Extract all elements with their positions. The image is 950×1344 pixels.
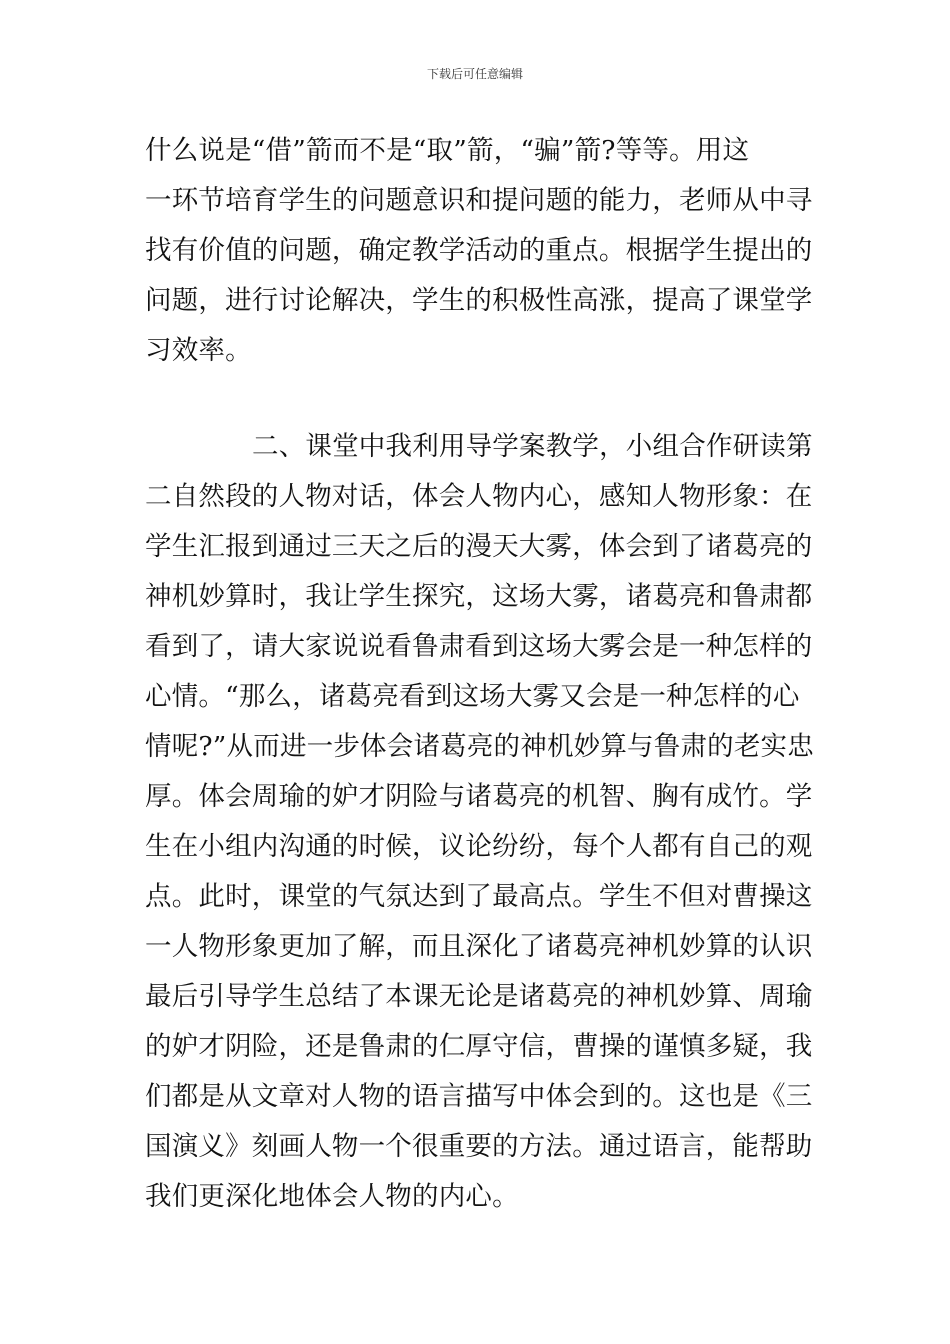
paragraph-1-line-2: 一环节培育学生的问题意识和提问题的能力，老师从中寻 bbox=[145, 185, 813, 216]
paragraph-2-line-11: 一人物形象更加了解，而且深化了诸葛亮神机妙算的认识 bbox=[145, 931, 813, 962]
paragraph-2-line-5: 看到了，请大家说说看鲁肃看到这场大雾会是一种怎样的 bbox=[145, 631, 813, 662]
paragraph-2-line-13: 的妒才阴险，还是鲁肃的仁厚守信，曹操的谨慎多疑，我 bbox=[145, 1031, 813, 1062]
paragraph-2-line-12: 最后引导学生总结了本课无论是诸葛亮的神机妙算、周瑜 bbox=[145, 981, 813, 1012]
paragraph-1-line-4: 问题，进行讨论解决，学生的积极性高涨，提高了课堂学 bbox=[145, 285, 813, 316]
paragraph-2-line-16: 我们更深化地体会人物的内心。 bbox=[145, 1181, 519, 1212]
paragraph-2-line-1: 二、课堂中我利用导学案教学，小组合作研读第 bbox=[252, 431, 813, 462]
paragraph-2-line-6: 心情。“那么，诸葛亮看到这场大雾又会是一种怎样的心 bbox=[145, 681, 800, 712]
paragraph-2-line-7: 情呢?”从而进一步体会诸葛亮的神机妙算与鲁肃的老实忠 bbox=[145, 731, 814, 762]
paragraph-2-line-9: 生在小组内沟通的时候，议论纷纷，每个人都有自己的观 bbox=[145, 831, 813, 862]
paragraph-1-line-1: 什么说是“借”箭而不是“取”箭，“骗”箭?等等。用这 bbox=[145, 135, 750, 166]
paragraph-1-line-5: 习效率。 bbox=[145, 335, 252, 366]
paragraph-2-line-15: 国演义》刻画人物一个很重要的方法。通过语言，能帮助 bbox=[145, 1131, 813, 1162]
paragraph-2-line-4: 神机妙算时，我让学生探究，这场大雾，诸葛亮和鲁肃都 bbox=[145, 581, 813, 612]
paragraph-2-line-8: 厚。体会周瑜的妒才阴险与诸葛亮的机智、胸有成竹。学 bbox=[145, 781, 813, 812]
page-header: 下载后可任意编辑 bbox=[426, 67, 523, 81]
paragraph-2-line-14: 们都是从文章对人物的语言描写中体会到的。这也是《三 bbox=[145, 1081, 813, 1112]
paragraph-2-line-2: 二自然段的人物对话，体会人物内心，感知人物形象：在 bbox=[145, 481, 813, 512]
paragraph-2-line-10: 点。此时，课堂的气氛达到了最高点。学生不但对曹操这 bbox=[145, 881, 813, 912]
paragraph-2-line-3: 学生汇报到通过三天之后的漫天大雾，体会到了诸葛亮的 bbox=[145, 531, 813, 562]
paragraph-1-line-3: 找有价值的问题，确定教学活动的重点。根据学生提出的 bbox=[145, 235, 813, 266]
